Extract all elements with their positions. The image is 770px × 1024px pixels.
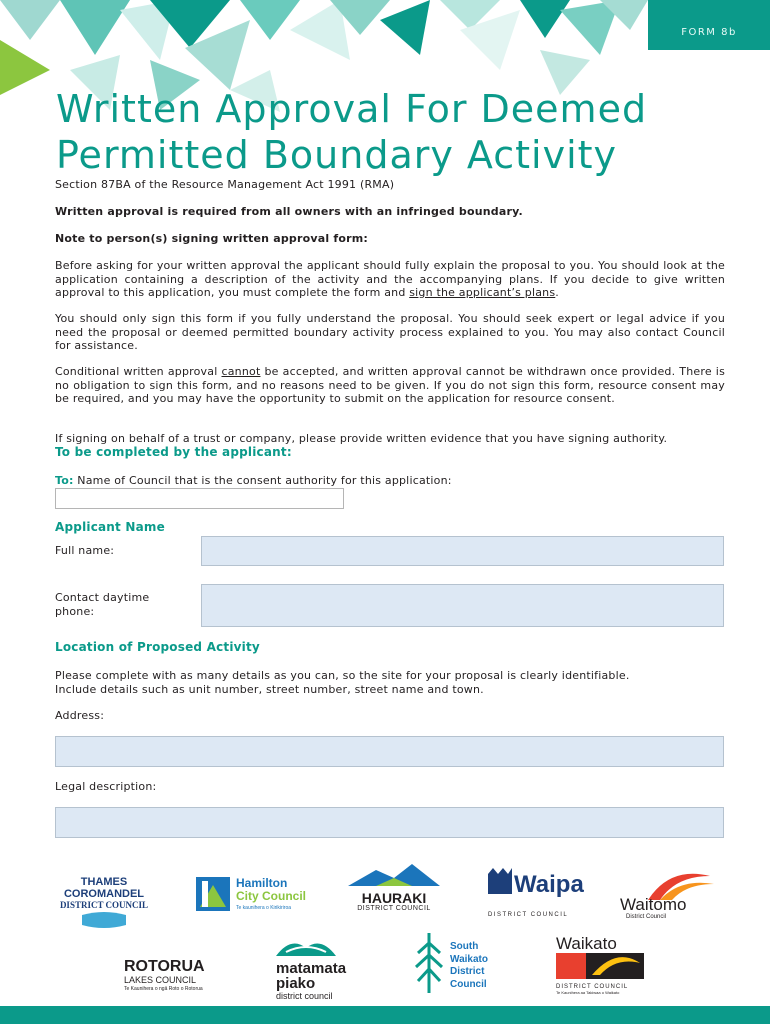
intro-paragraph-2: You should only sign this form if you fully understand the proposal. You should seek expert or legal advice if you need the proposal or deemed permitted boundary activity process explained to you. You may also contact Council for assistance. [55, 312, 725, 352]
applicant-name-heading: Applicant Name [55, 520, 165, 534]
council-name-input[interactable] [55, 488, 344, 509]
location-heading: Location of Proposed Activity [55, 640, 260, 654]
location-instructions: Please complete with as many details as you can, so the site for your proposal is clearly identifiable. Include details such as unit number, street number, street name and town. [55, 669, 630, 696]
title-line-1: Written Approval For Deemed [56, 87, 648, 131]
footer-bar [0, 1006, 770, 1024]
waikato-emblem-icon [556, 953, 644, 979]
hamilton-emblem-icon [196, 877, 230, 911]
required-note: Written approval is required from all owners with an infringed boundary. [55, 205, 523, 218]
note-heading: Note to person(s) signing written approval form: [55, 232, 368, 245]
applicant-section-heading: To be completed by the applicant: [55, 445, 292, 459]
council-field-label: To: Name of Council that is the consent authority for this application: [55, 474, 452, 487]
legal-description-input[interactable] [55, 807, 724, 838]
rotorua-lakes-council-logo: ROTORUA LAKES COUNCIL Te Kaunihera o ngā Roto o Rotorua [124, 958, 205, 992]
thames-coromandel-logo: THAMES COROMANDEL DISTRICT COUNCIL [58, 876, 150, 936]
phone-label: Contact daytime phone: [55, 591, 150, 618]
address-input[interactable] [55, 736, 724, 767]
title-line-2: Permitted Boundary Activity [56, 133, 618, 177]
sign-plans-link: sign the applicant’s plans [409, 286, 556, 299]
subtitle: Section 87BA of the Resource Management Act 1991 (RMA) [55, 178, 395, 191]
matamata-piako-logo: matamata piako district council [276, 936, 366, 1001]
full-name-label: Full name: [55, 544, 115, 557]
full-name-input[interactable] [201, 536, 724, 566]
intro-paragraph-3: Conditional written approval cannot be accepted, and written approval cannot be withdrawn once provided. There is no obligation to sign this form, and no reasons need to be given. If you do not sign this form, resource consent may be required, and you may have the opportunity to submit on the application for resource consent. [55, 365, 725, 405]
waikato-district-council-logo: Waikato DISTRICT COUNCIL Te Kaunihera aa Takiwaa o Waikato [556, 935, 648, 995]
legal-description-label: Legal description: [55, 780, 157, 793]
fern-tree-icon [414, 933, 444, 993]
waipa-crown-icon [488, 868, 512, 894]
form-label: FORM 8b [648, 0, 770, 50]
hauraki-mountains-icon [346, 864, 442, 886]
phone-input[interactable] [201, 584, 724, 627]
intro-paragraph-4: If signing on behalf of a trust or company, please provide written evidence that you have signing authority. [55, 432, 668, 445]
page-title [56, 86, 746, 178]
address-label: Address: [55, 709, 105, 722]
hauraki-district-council-logo: HAURAKI DISTRICT COUNCIL [346, 864, 442, 912]
waves-icon [58, 911, 150, 931]
intro-paragraph-1: Before asking for your written approval the applicant should fully explain the proposal to you. You should look at the application containing a description of the activity and the accompanying plans. If you decide to give written approval to this application, you must complete the form and sign the applicant’s plans. [55, 259, 725, 299]
matamata-hills-icon [276, 936, 336, 956]
